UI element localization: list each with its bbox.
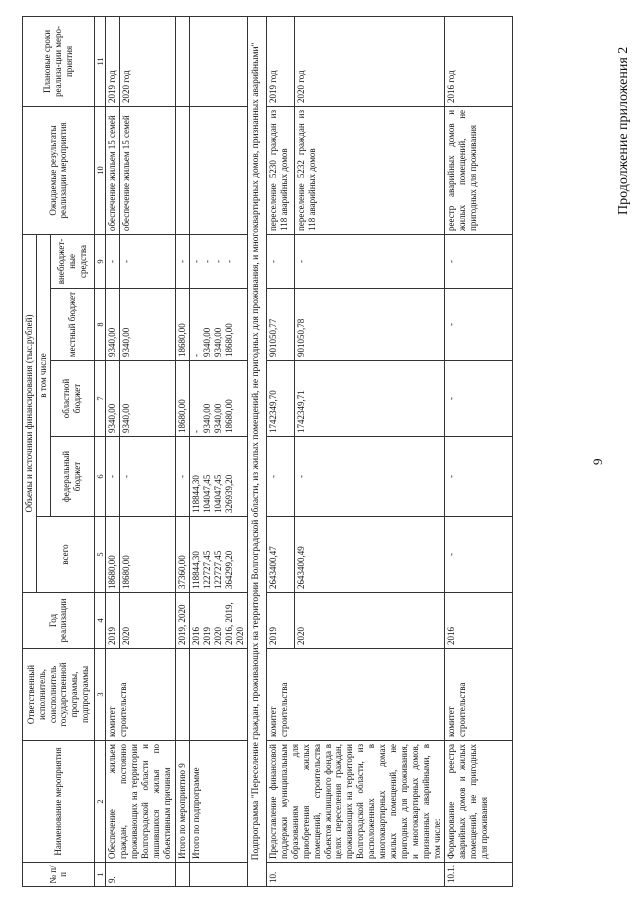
regional-list: - 9340,00 9340,00 18680,00 bbox=[190, 361, 248, 437]
regional: 9340,00 bbox=[106, 361, 120, 437]
col-number: 1 bbox=[94, 863, 105, 887]
header-year: Год реализации bbox=[23, 593, 95, 649]
regional: 9340,00 bbox=[120, 361, 176, 437]
planned-term: 2016 год bbox=[445, 16, 513, 106]
subprogram-total-label: Итого по подпрограмме bbox=[190, 741, 248, 863]
col-number: 3 bbox=[94, 649, 105, 741]
total: 18680,00 bbox=[106, 517, 120, 593]
header-federal: федеральный бюджет bbox=[50, 437, 94, 517]
col-number: 4 bbox=[94, 593, 105, 649]
activity-name: Предоставление финансовой поддержки муниципальным образованиям для приобретения жилых помещений, строительства объектов жилищного фонда в целях переселения граждан, проживающих на территории Волгоградской области, из расположенных в многоквартирных домах жилых помещений, не пригодных для проживания, и многоквартирных домов, признанных аварийными, в том числе: bbox=[266, 741, 445, 863]
federal-list: 118844,30 104047,45 104047,45 326939,20 bbox=[190, 437, 248, 517]
extrabudget: - bbox=[176, 234, 190, 288]
extrabudget: - bbox=[106, 234, 120, 288]
total: 18680,00 bbox=[120, 517, 176, 593]
table-row bbox=[190, 16, 248, 886]
federal: - bbox=[266, 437, 295, 517]
total-list: 118844,30 122727,45 122727,45 364299,20 bbox=[190, 517, 248, 593]
col-number: 6 bbox=[94, 437, 105, 517]
expected-result: обеспечение жильем 15 семей bbox=[106, 106, 120, 234]
col-number: 10 bbox=[94, 106, 105, 234]
expected-result: обеспечение жильем 15 семей bbox=[120, 106, 176, 234]
local: 9340,00 bbox=[106, 289, 120, 361]
header-activity-name: Наименование мероприятия bbox=[23, 741, 95, 863]
activity-name: Обеспечение жильем граждан, постоянно проживающих на территории Волгоградской области и лишившихся жилья по объективным причинам bbox=[106, 741, 176, 863]
responsible: комитет строительства bbox=[106, 649, 176, 741]
year: 2019 bbox=[106, 593, 120, 649]
subprogram-heading: Подпрограмма "Переселение граждан, проживающих на территории Волгоградской области, из жилых помещений, не пригодных для проживания, и многоквартирных домов, признанных аварийными" bbox=[248, 16, 267, 886]
header-expected-results: Ожидаемые результаты реализации мероприятия bbox=[23, 106, 95, 234]
total: - bbox=[445, 517, 513, 593]
total: 2643400,47 bbox=[266, 517, 295, 593]
expected-result: переселение 5230 граждан из 118 аварийных домов bbox=[266, 106, 295, 234]
planned-term: 2019 год bbox=[266, 16, 295, 106]
col-number: 5 bbox=[94, 517, 105, 593]
continuation-label: Продолжение приложения 2 bbox=[616, 46, 631, 215]
extrabudget: - bbox=[266, 234, 295, 288]
col-number: 9 bbox=[94, 234, 105, 288]
year: 2019, 2020 bbox=[176, 593, 190, 649]
row-number: 10. bbox=[266, 863, 445, 887]
local: - bbox=[445, 289, 513, 361]
local: 18680,00 bbox=[176, 289, 190, 361]
row-number: 10.1. bbox=[445, 863, 513, 887]
planned-term: 2020 год bbox=[295, 16, 445, 106]
extrabudget-list: - - - - bbox=[190, 234, 248, 288]
col-number: 11 bbox=[94, 16, 105, 106]
extrabudget: - bbox=[120, 234, 176, 288]
local: 901050,77 bbox=[266, 289, 295, 361]
header-local: местный бюджет bbox=[50, 289, 94, 361]
federal: - bbox=[176, 437, 190, 517]
table-row bbox=[445, 16, 513, 886]
responsible: комитет строительства bbox=[266, 649, 445, 741]
header-planned-terms: Плановые сроки реализа-ции меро-приятия bbox=[23, 16, 95, 106]
regional: 1742349,70 bbox=[266, 361, 295, 437]
local: 901050,78 bbox=[295, 289, 445, 361]
header-responsible: Ответственный исполнитель, соисполнитель государственной программы, подпрограммы bbox=[23, 649, 95, 741]
header-num: № п/п bbox=[23, 863, 95, 887]
table-row bbox=[106, 16, 120, 886]
page-number: 9 bbox=[590, 458, 605, 465]
federal: - bbox=[106, 437, 120, 517]
table-row bbox=[266, 16, 295, 886]
col-number: 8 bbox=[94, 289, 105, 361]
year: 2016 bbox=[445, 593, 513, 649]
planned-term: 2019 год bbox=[106, 16, 120, 106]
year: 2019 bbox=[266, 593, 295, 649]
local: 9340,00 bbox=[120, 289, 176, 361]
col-number: 7 bbox=[94, 361, 105, 437]
row-number: 9. bbox=[106, 863, 176, 887]
planned-term: 2020 год bbox=[120, 16, 176, 106]
federal: - bbox=[295, 437, 445, 517]
total: 37360,00 bbox=[176, 517, 190, 593]
header-regional: областной бюджет bbox=[50, 361, 94, 437]
expected-result: переселение 5232 граждан из 118 аварийных домов bbox=[295, 106, 445, 234]
header-total: всего bbox=[36, 517, 94, 593]
federal: - bbox=[120, 437, 176, 517]
expected-result: реестр аварийных домов и жилых помещений, не пригодных для проживания bbox=[445, 106, 513, 234]
regional: 18680,00 bbox=[176, 361, 190, 437]
year-list: 2016 2019 2020 2016, 2019, 2020 bbox=[190, 593, 248, 649]
regional: - bbox=[445, 361, 513, 437]
header-financing: Объемы и источники финансирования (тыс.рублей) bbox=[23, 234, 37, 592]
activity-total-label: Итого по мероприятию 9 bbox=[176, 741, 190, 863]
extrabudget: - bbox=[445, 234, 513, 288]
local-list: - 9340,00 9340,00 18680,00 bbox=[190, 289, 248, 361]
year: 2020 bbox=[120, 593, 176, 649]
header-extrabudget: внебюджет-ные средства bbox=[50, 234, 94, 288]
activity-name: Формирование реестра аварийных домов и жилых помещений, не пригодных для проживания bbox=[445, 741, 513, 863]
col-number: 2 bbox=[94, 741, 105, 863]
regional: 1742349,71 bbox=[295, 361, 445, 437]
table-row bbox=[176, 16, 190, 886]
year: 2020 bbox=[295, 593, 445, 649]
total: 2643400,49 bbox=[295, 517, 445, 593]
federal: - bbox=[445, 437, 513, 517]
responsible: комитет строительства bbox=[445, 649, 513, 741]
header-including: в том числе bbox=[36, 234, 50, 516]
program-activities-table bbox=[22, 16, 513, 887]
extrabudget: - bbox=[295, 234, 445, 288]
